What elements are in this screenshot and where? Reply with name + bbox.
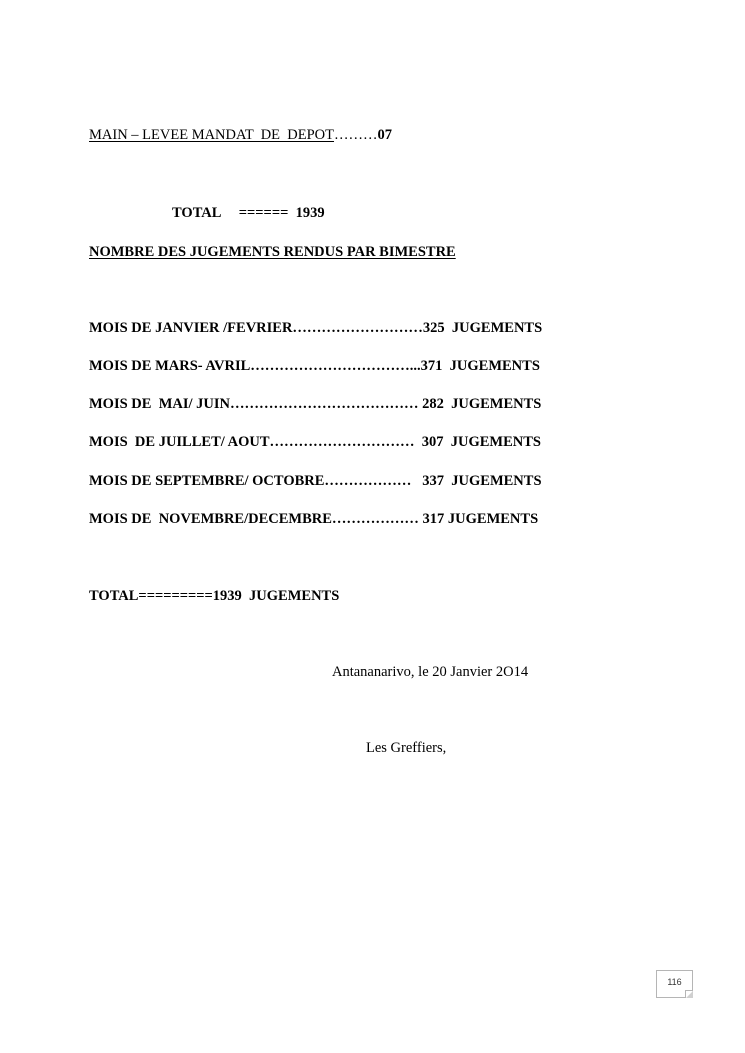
main-levee-line (89, 126, 392, 144)
page-curl-decoration (685, 990, 693, 998)
section-title: NOMBRE DES JUGEMENTS RENDUS PAR BIMESTRE (89, 244, 456, 260)
main-levee-label: MAIN – LEVEE MANDAT DE DEPOT (89, 127, 335, 143)
bimestre-row: MOIS DE MAI/ JUIN………………………………… 282 JUGEMENTS (89, 396, 542, 412)
main-levee-dots: ……… (334, 127, 378, 143)
bimestre-row: MOIS DE SEPTEMBRE/ OCTOBRE……………… 337 JUGEMENTS (89, 473, 542, 489)
bimestre-row: MOIS DE NOVEMBRE/DECEMBRE……………… 317 JUGEMENTS (89, 511, 539, 527)
total-mandats-label: TOTAL (172, 205, 221, 221)
total-mandats-value: 1939 (295, 205, 325, 221)
total-mandats-line (172, 204, 325, 222)
main-levee-value: 07 (377, 127, 393, 143)
total-mandats-equals: ====== (238, 205, 289, 221)
signatory: Les Greffiers, (366, 740, 447, 756)
total-jugements: TOTAL=========1939 JUGEMENTS (89, 588, 340, 604)
page-number-box (656, 970, 693, 998)
page-number: 116 (667, 977, 682, 987)
bimestre-row: MOIS DE MARS- AVRIL……………………………...371 JUGEMENTS (89, 358, 540, 374)
bimestre-row: MOIS DE JANVIER /FEVRIER………………………325 JUGEMENTS (89, 320, 543, 336)
bimestre-row: MOIS DE JUILLET/ AOUT………………………… 307 JUGEMENTS (89, 434, 541, 450)
place-date: Antananarivo, le 20 Janvier 2O14 (332, 664, 529, 680)
